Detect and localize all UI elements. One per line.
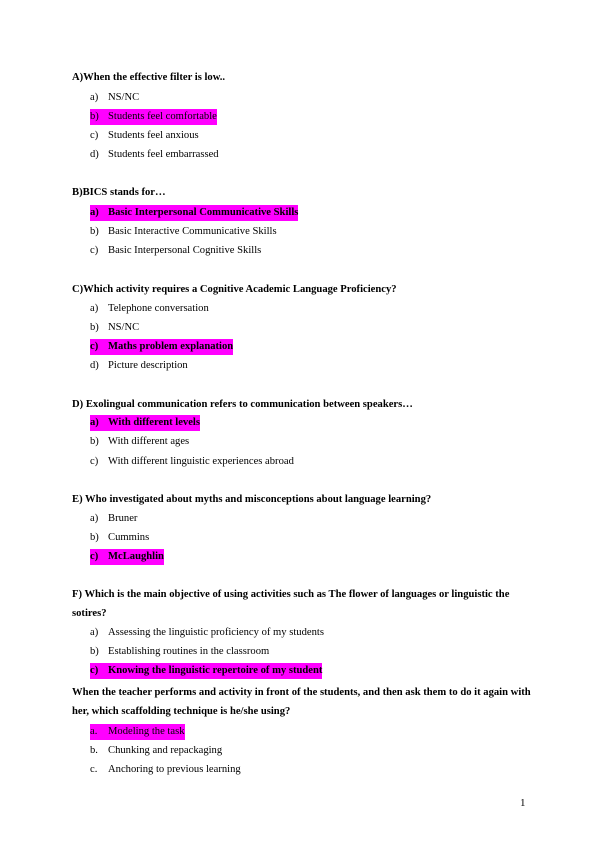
option-g-b: b. Chunking and repackaging — [90, 745, 223, 756]
option-e-b: b) Cummins — [90, 532, 150, 543]
option-a-c: c) Students feel anxious — [90, 130, 199, 141]
question-f: F) Which is the main objective of using activities such as The flower of languages or linguistic the sotires? — [72, 589, 510, 619]
option-c-d: d) Picture description — [90, 360, 188, 371]
option-g-c: c. Anchoring to previous learning — [90, 764, 241, 775]
question-a: A)When the effective filter is low.. — [72, 72, 226, 83]
option-c-c-answer: c) Maths problem explanation — [90, 339, 233, 355]
option-c-b: b) NS/NC — [90, 322, 140, 333]
question-d: D) Exolingual communication refers to communication between speakers… — [72, 399, 413, 410]
option-f-a: a) Assessing the linguistic proficiency of my students — [90, 627, 324, 638]
option-e-a: a) Bruner — [90, 513, 138, 524]
question-g: When the teacher performs and activity in front of the students, and then ask them to do it again with her, which scaffolding technique is he/she using? — [72, 687, 531, 717]
page-number: 1 — [520, 797, 526, 809]
option-a-b-answer: b) Students feel comfortable — [90, 109, 217, 125]
option-d-a-answer: a) With different levels — [90, 415, 200, 431]
option-c-a: a) Telephone conversation — [90, 303, 209, 314]
option-b-b: b) Basic Interactive Communicative Skills — [90, 226, 277, 237]
option-b-c: c) Basic Interpersonal Cognitive Skills — [90, 245, 262, 256]
option-a-d: d) Students feel embarrassed — [90, 149, 219, 160]
question-e: E) Who investigated about myths and misconceptions about language learning? — [72, 494, 432, 505]
question-c: C)Which activity requires a Cognitive Academic Language Proficiency? — [72, 284, 397, 295]
question-b: B)BICS stands for… — [72, 187, 166, 198]
option-f-b: b) Establishing routines in the classroom — [90, 646, 270, 657]
option-d-c: c) With different linguistic experiences abroad — [90, 456, 294, 467]
option-g-a-answer: a. Modeling the task — [90, 724, 185, 740]
option-a-a: a) NS/NC — [90, 92, 140, 103]
option-b-a-answer: a) Basic Interpersonal Communicative Skills — [90, 205, 298, 221]
option-d-b: b) With different ages — [90, 436, 190, 447]
option-f-c-answer: c) Knowing the linguistic repertoire of my student — [90, 663, 322, 679]
option-e-c-answer: c) McLaughlin — [90, 549, 164, 565]
